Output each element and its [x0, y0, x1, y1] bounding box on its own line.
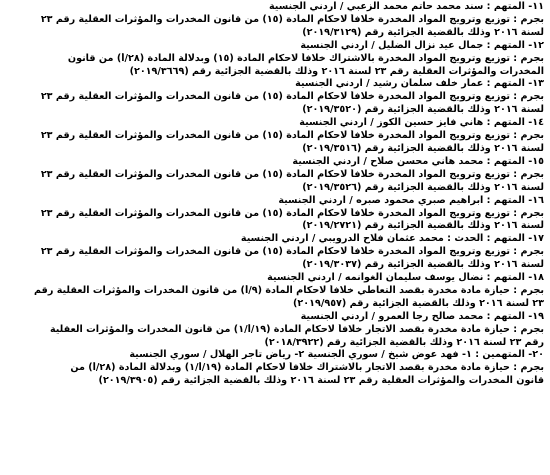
charge-line: بجرم : توزيع وترويج المواد المخدرة خلافاً لاحكام المادة (١٥) من قانون المخدرات والمؤثرات العقلية رقم ٢٣ — [40, 207, 544, 219]
charge-line: بجرم : توزيع وترويج المواد المخدرة خلافاً لاحكام المادة (١٥) من قانون المخدرات والمؤثرات العقلية رقم ٢٣ — [40, 168, 544, 180]
accused-line: ١١- المتهم : سند محمد حاتم محمد الزعبي / اردني الجنسية — [268, 1, 544, 12]
accused-line: ١٤- المتهم : هاني فايز حسين الكوز / اردني الجنسية — [299, 117, 544, 129]
charge-line: لسنة ٢٠١٦ وذلك بالقضية الجزائية رقم (٢٠١٩/٣٠٣٧) — [302, 259, 544, 271]
charge-line: بجرم : توزيع وترويج المواد المخدرة خلافاً لاحكام المادة (١٥) من قانون المخدرات والمؤثرات العقلية رقم ٢٣ — [40, 91, 544, 103]
charge-line: بجرم : حيازة مادة مخدرة بقصد الاتجار خلافاً لاحكام المادة (١٩/أ/١) من قانون المخدرات والمؤثرات العقلية — [49, 323, 544, 335]
accused-line: ١٥- المتهم : محمد هاني محسن صلاح / اردني الجنسية — [292, 155, 544, 167]
charge-line: بجرم : توزيع وترويج المواد المخدرة خلافاً لاحكام المادة (١٥) من قانون المخدرات والمؤثرات العقلية رقم ٢٣ — [40, 246, 544, 258]
charge-line: بجرم : حيازة مادة مخدرة بقصد الاتجار بالاشتراك خلافاً لاحكام المادة (١٩/أ/١) وبدلالة المادة (٢٨/أ) من — [70, 362, 544, 374]
charge-line: لسنة ٢٠١٦ وذلك بالقضية الجزائية رقم (٢٠١٩/٣٥٢٦) — [302, 181, 544, 193]
charge-line: بجرم : حيازة مادة مخدرة بقصد التعاطي خلافاً لاحكام المادة (٩/أ) من قانون المخدرات والمؤثرات العقلية رقم — [34, 284, 544, 296]
accused-line: ١٧- المتهم : الحدث : محمد عثمان فلاح الدرويبي / اردني الجنسية — [240, 233, 544, 245]
charge-line: ٢٣ لسنة ٢٠١٦ وذلك بالقضية الجزائية رقم (٢٠١٩/٩٥٧) — [293, 297, 544, 309]
charge-line: المخدرات والمؤثرات العقلية رقم ٢٣ لسنة ٢٠١٦ وذلك بالقضية الجزائية رقم (٢٠١٩/٣٦٦٩) — [129, 65, 544, 77]
accused-line: ٢٠- المتهمين : ١- فهد عوض شيخ / سوري الجنسية ٢- رياض تاجر الهلال / سوري الجنسية — [129, 349, 544, 361]
accused-line: ١٦- المتهم : ابراهيم صبري محمود صبره / اردني الجنسية — [278, 194, 544, 206]
charge-line: لسنة ٢٠١٦ وذلك بالقضية الجزائية رقم (٢٠١٩/٣١٢٩) — [302, 26, 544, 38]
charge-line: بجرم : توزيع وترويج المواد المخدرة خلافاً لاحكام المادة (١٥) من قانون المخدرات والمؤثرات العقلية رقم ٢٣ — [40, 130, 544, 142]
charge-line: لسنة ٢٠١٦ وذلك بالقضية الجزائية رقم (٢٠١٩/٣٥٢٠) — [302, 104, 544, 116]
charge-line: رقم ٢٣ لسنة ٢٠١٦ وذلك بالقضية الجزائية رقم (٢٠١٨/٣٩٢٢) — [264, 336, 544, 348]
charge-line: بجرم : توزيع وترويج المواد المخدرة خلافاً لاحكام المادة (١٥) من قانون المخدرات والمؤثرات العقلية رقم ٢٣ — [40, 13, 544, 25]
accused-line: ١٩- المتهم : محمد صالح رجا العمرو / اردني الجنسية — [300, 310, 544, 322]
charge-line: لسنة ٢٠١٦ وذلك بالقضية الجزائية رقم (٢٠١٩/٢٧٢١) — [302, 220, 544, 232]
accused-line: ١٨- المتهم : نضال يوسف سليمان الغوانمه / اردني الجنسية — [267, 272, 544, 284]
accused-line: ١٢- المتهم : جمال عيد نزال الضليل / اردني الجنسية — [300, 39, 544, 51]
charge-line: لسنة ٢٠١٦ وذلك بالقضية الجزائية رقم (٢٠١٩/٣٥١٦) — [302, 142, 544, 154]
charge-line: بجرم : توزيع وترويج المواد المخدرة بالاشتراك خلافاً لاحكام المادة (١٥) وبدلالة المادة (٢٨/أ) من قانون — [67, 52, 544, 64]
accused-line: ١٣- المتهم : عمار خلف سلمان رشيد / اردني الجنسية — [295, 78, 544, 90]
charge-line: قانون المخدرات والمؤثرات العقلية رقم ٢٣ لسنة ٢٠١٦ وذلك بالقضية الجزائية رقم (٢٠١٩/٣٩٠٥) — [98, 375, 544, 387]
